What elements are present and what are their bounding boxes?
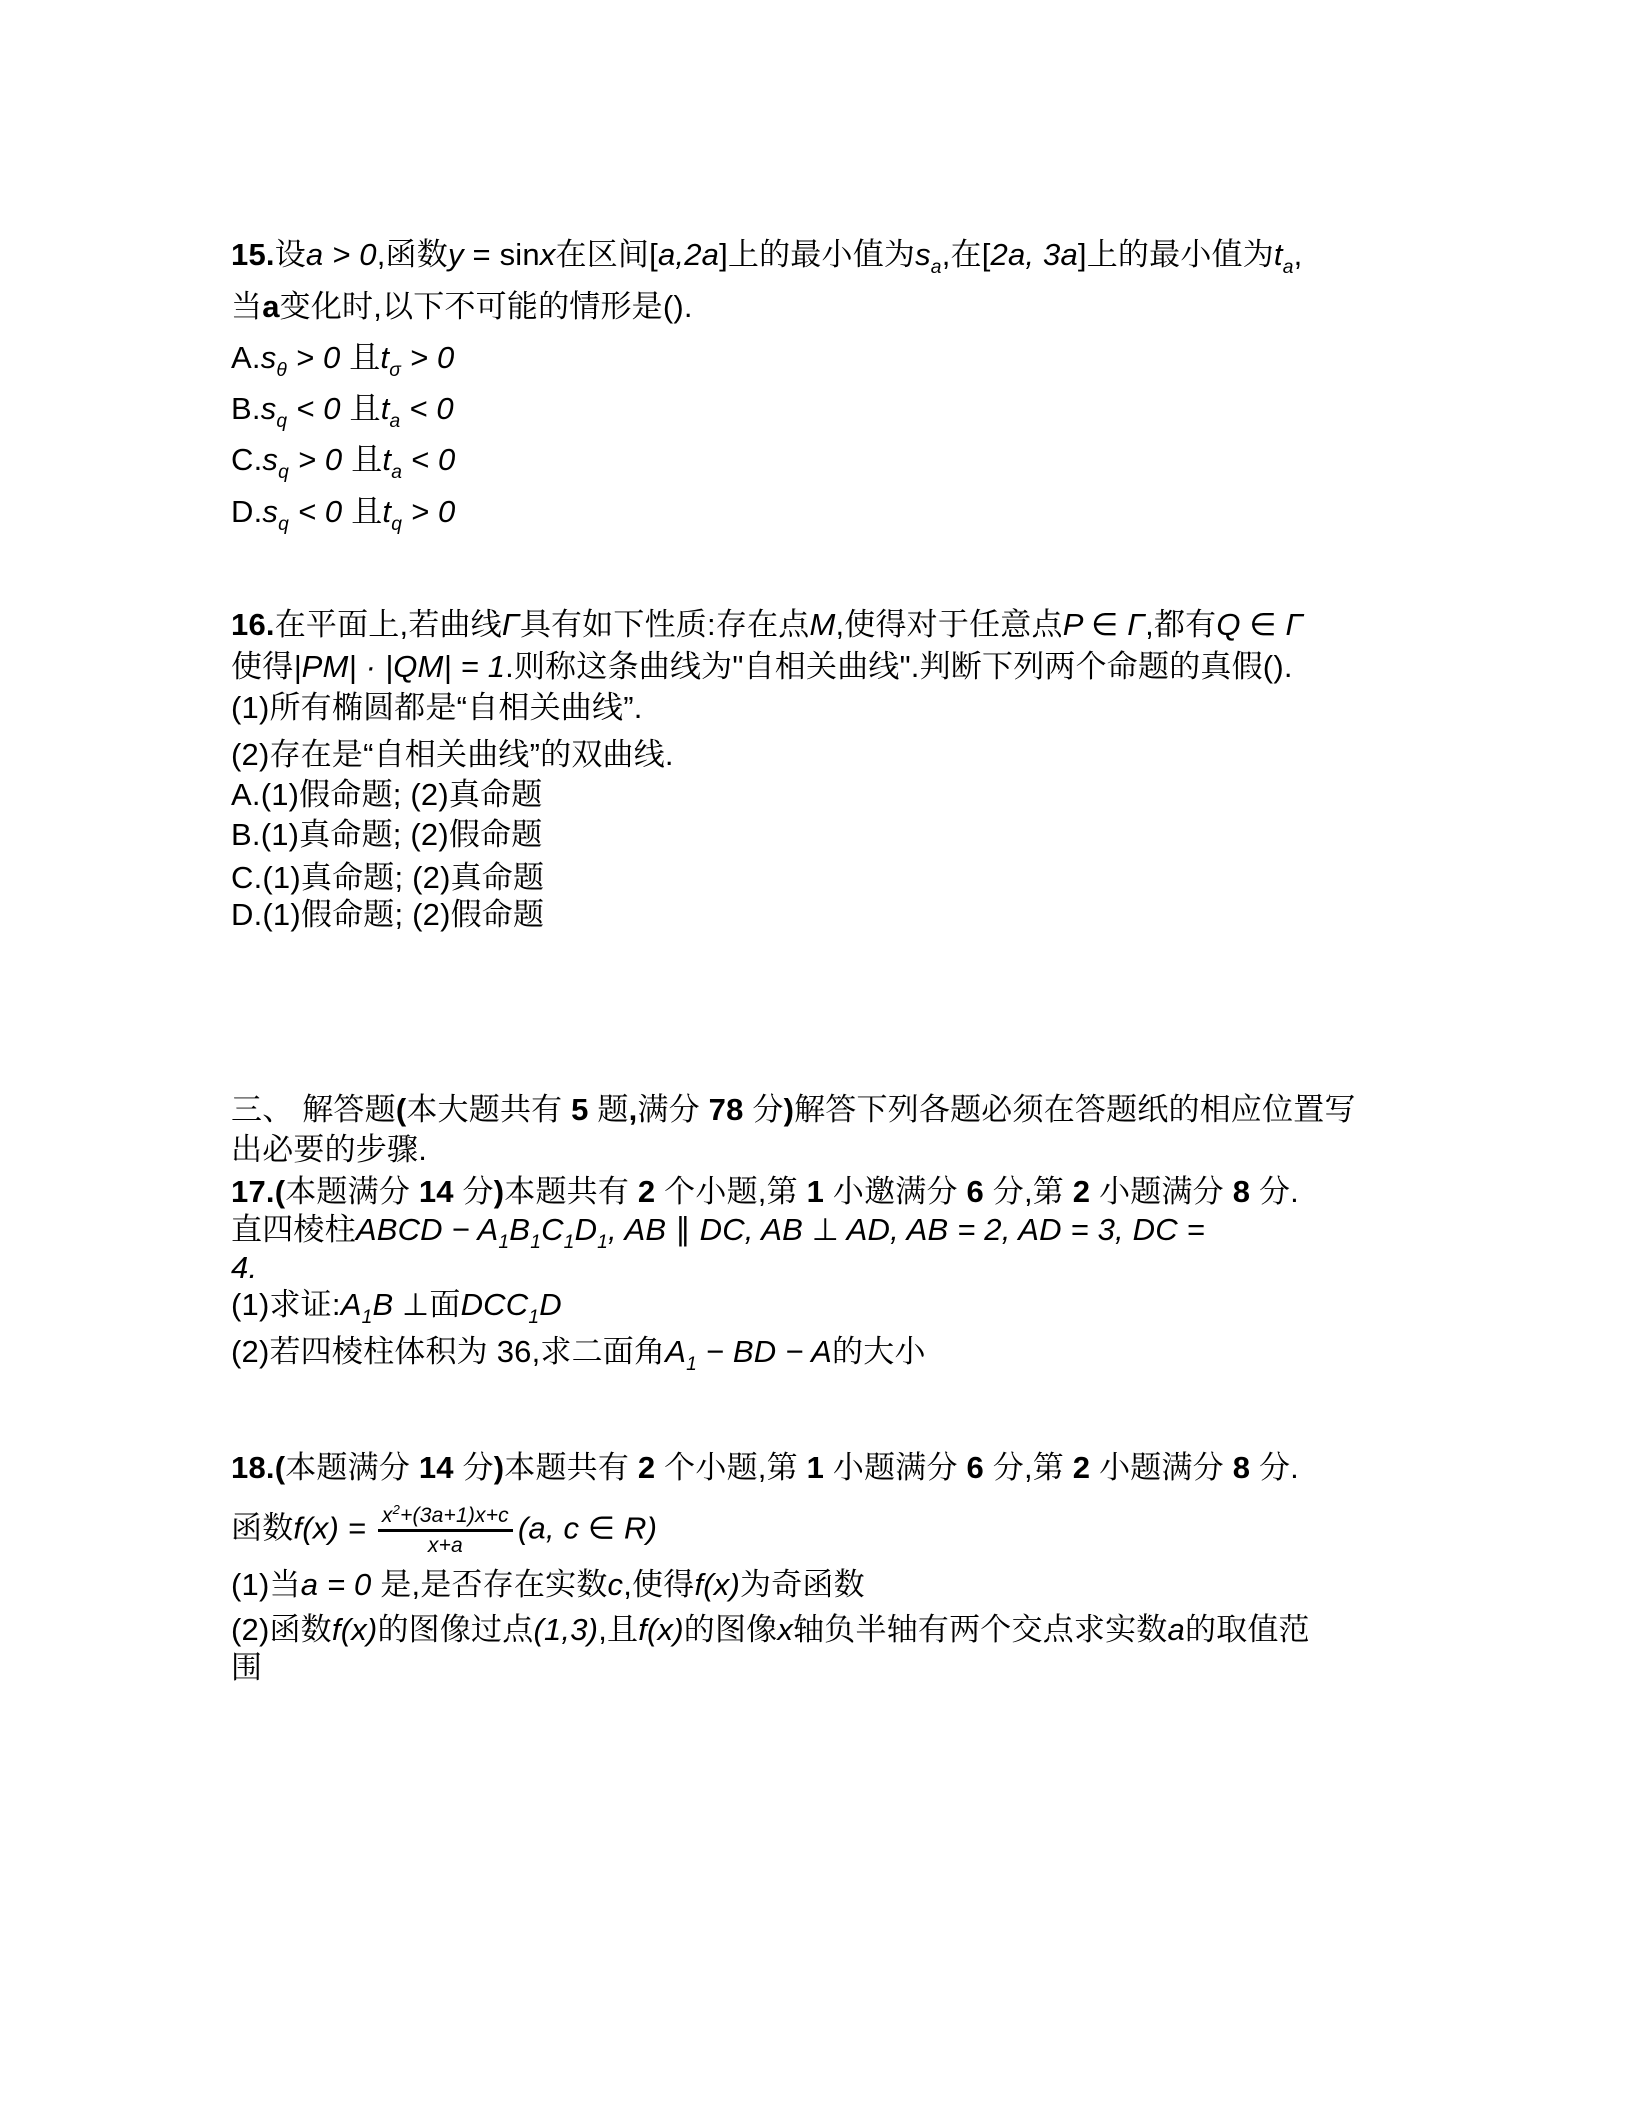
q16-statement-1 — [231, 687, 643, 729]
q16-stem-line-1 — [231, 604, 1303, 646]
text-run: (2)存在是“自相关曲线”的双曲线. — [231, 737, 674, 772]
text-run: 分,第 — [983, 1174, 1073, 1209]
q17-part-2 — [231, 1331, 926, 1386]
text-run: 使得 — [231, 649, 294, 684]
text-run: (1)当 — [231, 1567, 301, 1602]
text-run: < 0 — [289, 494, 352, 529]
text-run: ,使得 — [623, 1567, 695, 1602]
text-run: A — [665, 1334, 687, 1369]
text-run: a — [930, 257, 942, 279]
text-run: 17.( — [231, 1174, 286, 1209]
text-run: 2 — [637, 1450, 656, 1485]
text-run: (2)函数 — [231, 1612, 332, 1647]
text-run: > 0 — [287, 340, 350, 375]
text-run: 解答下列各题必须在答题纸的相应位置写 — [794, 1092, 1356, 1127]
q16-option-b — [231, 814, 543, 856]
text-run: Q ∈ Γ — [1216, 607, 1304, 642]
text-run: ABCD − A — [355, 1212, 499, 1247]
q15-option-a — [231, 337, 454, 392]
text-run: 14 — [418, 1450, 454, 1485]
q18-part-2-line-2 — [231, 1647, 262, 1689]
text-run: D.(1)假命题; (2)假命题 — [231, 897, 545, 932]
text-run: > 0 — [401, 340, 455, 375]
text-run: ,在[ — [941, 237, 991, 272]
q16-stem-line-2 — [231, 646, 1293, 688]
text-run: f(x) = — [293, 1510, 375, 1546]
text-run: 满分 — [637, 1092, 709, 1127]
text-run: 本大题共有 — [406, 1092, 572, 1127]
text-run: 2 — [637, 1174, 656, 1209]
text-run: s — [260, 340, 277, 375]
fraction-denominator — [378, 1532, 513, 1559]
text-run: , — [628, 1092, 638, 1127]
text-run: D. — [231, 494, 263, 529]
text-run: 且 — [351, 494, 383, 529]
text-run: 分 — [453, 1174, 494, 1209]
text-run: 面 — [429, 1287, 461, 1322]
text-run: 本题满分 — [285, 1174, 419, 1209]
text-run: 个小题,第 — [655, 1174, 807, 1209]
text-run: a — [262, 289, 280, 324]
text-run: (a, c ∈ R) — [517, 1510, 658, 1546]
text-run: 在区间[ — [555, 237, 658, 272]
text-run: 1 — [530, 1232, 542, 1254]
text-run: (1)所有椭圆都是“自相关曲线”. — [231, 690, 643, 725]
text-run: |PM| · |QM| = 1 — [293, 649, 506, 684]
text-run: θ — [276, 360, 288, 382]
text-run: (2)若四棱柱体积为 36,求二面角 — [231, 1334, 666, 1369]
text-run: .则称这条曲线为"自相关曲线".判断下列两个命题的真假(). — [505, 649, 1293, 684]
fraction-numerator — [378, 1496, 513, 1529]
text-run: 设 — [274, 237, 306, 272]
text-run: f(x) — [694, 1567, 741, 1602]
text-run: = sin — [463, 237, 540, 272]
text-run: ,函数 — [376, 237, 448, 272]
text-run: 的大小 — [832, 1334, 926, 1369]
text-run: 6 — [966, 1450, 984, 1485]
text-run: 分. — [1250, 1450, 1299, 1485]
text-run: 的图像过点 — [377, 1612, 534, 1647]
text-run: ) — [493, 1174, 505, 1209]
text-run: ,都有 — [1145, 607, 1217, 642]
text-run: < 0 — [400, 391, 454, 426]
text-run: 分. — [1250, 1174, 1299, 1209]
text-run: a — [389, 411, 401, 433]
text-run: 当 — [231, 289, 263, 324]
text-run: 函数 — [231, 1510, 294, 1546]
text-run: 1 — [563, 1232, 575, 1254]
text-run: Γ — [501, 607, 520, 642]
text-run: ]上的最小值为 — [719, 237, 916, 272]
text-run: q — [278, 462, 289, 484]
text-run: q — [391, 514, 403, 536]
text-run: s — [262, 442, 279, 477]
text-run: 个小题,第 — [655, 1450, 807, 1485]
text-run: 变化时,以下不可能的情形是(). — [279, 289, 693, 324]
q17-stem-line-1 — [231, 1209, 1205, 1264]
text-run: f(x) — [331, 1612, 378, 1647]
q15-option-c — [231, 439, 455, 494]
text-run: 2 — [392, 1502, 401, 1517]
text-run: c — [607, 1567, 624, 1602]
text-run: 小题满分 — [824, 1450, 967, 1485]
q15-stem-line-1 — [231, 234, 1302, 289]
text-run: 小题满分 — [1090, 1450, 1233, 1485]
text-run: A — [340, 1287, 362, 1322]
q16-option-d — [231, 894, 544, 936]
text-run: s — [262, 494, 279, 529]
text-run: s — [915, 237, 931, 272]
text-run: B ⊥ — [372, 1287, 430, 1322]
text-run: 1 — [806, 1450, 825, 1485]
text-run: 围 — [231, 1650, 263, 1685]
text-run: M — [809, 607, 836, 642]
text-run: t — [1273, 237, 1283, 272]
q18-part-1 — [231, 1564, 865, 1606]
text-run: 5 — [571, 1092, 589, 1127]
text-run: t — [382, 494, 392, 529]
text-run: 的图像 — [683, 1612, 778, 1647]
text-run: < 0 — [402, 442, 456, 477]
text-run: 2 — [1072, 1450, 1091, 1485]
text-run: 小邀满分 — [824, 1174, 967, 1209]
text-run: B.(1)真命题; (2)假命题 — [231, 817, 543, 852]
text-run: a — [391, 462, 403, 484]
text-run: D — [539, 1287, 562, 1322]
q18-function-line — [231, 1499, 657, 1562]
text-run: 2 — [1072, 1174, 1091, 1209]
text-run: , — [1293, 237, 1303, 272]
text-run: 1 — [686, 1354, 697, 1376]
q17-heading — [231, 1171, 1299, 1213]
text-run: q — [276, 411, 288, 433]
text-run: 为奇函数 — [740, 1567, 865, 1602]
text-run: B. — [231, 391, 261, 426]
text-run: 且 — [349, 340, 381, 375]
text-run: a = 0 — [300, 1567, 372, 1602]
text-run: x — [381, 1503, 393, 1527]
text-run: 是,是否存在实数 — [371, 1567, 608, 1602]
text-run: 题 — [588, 1092, 629, 1127]
text-run: t — [380, 340, 390, 375]
text-run: 三、 解答题 — [231, 1092, 396, 1127]
q16-option-c — [231, 857, 544, 899]
text-run: 6 — [966, 1174, 984, 1209]
text-run: 本题共有 — [504, 1450, 638, 1485]
text-run: B — [509, 1212, 531, 1247]
text-run: 且 — [349, 391, 381, 426]
text-run: +(3a+1)x+c — [400, 1503, 509, 1527]
text-run: 2a, 3a — [990, 237, 1078, 272]
text-run: (1)求证: — [231, 1287, 341, 1322]
q16-statement-2 — [231, 734, 674, 776]
text-run: 78 — [708, 1092, 744, 1127]
text-run: 直四棱柱 — [231, 1212, 356, 1247]
text-run: 小题满分 — [1090, 1174, 1233, 1209]
text-run: 分 — [453, 1450, 494, 1485]
text-run: < 0 — [287, 391, 350, 426]
text-run: A.(1)假命题; (2)真命题 — [231, 777, 543, 812]
text-run: > 0 — [402, 494, 456, 529]
text-run: 的取值范 — [1184, 1612, 1310, 1647]
text-run: P ∈ Γ — [1062, 607, 1146, 642]
text-run: σ — [389, 360, 402, 382]
text-run: a > 0 — [305, 237, 377, 272]
text-run: ]上的最小值为 — [1077, 237, 1274, 272]
text-run: a — [1282, 257, 1294, 279]
text-run: 1 — [361, 1307, 373, 1329]
text-run: 1 — [528, 1307, 540, 1329]
q15-option-d — [231, 491, 455, 546]
section-3-heading-line-2 — [231, 1129, 427, 1171]
text-run: > 0 — [289, 442, 352, 477]
text-run: 出必要的步骤. — [231, 1132, 428, 1167]
text-run: D — [574, 1212, 598, 1247]
text-run: 1 — [597, 1232, 609, 1254]
text-run: ( — [395, 1092, 407, 1127]
text-run: , AB ∥ DC, AB ⊥ AD, AB = 2, AD = 3, DC = — [608, 1212, 1205, 1247]
text-run: y — [447, 237, 464, 272]
text-run: 18.( — [231, 1450, 286, 1485]
text-run: q — [278, 514, 289, 536]
text-run: C.(1)真命题; (2)真命题 — [231, 860, 545, 895]
q15-option-b — [231, 388, 454, 443]
text-run: 分 — [743, 1092, 784, 1127]
text-run: t — [382, 442, 392, 477]
text-run: (1,3) — [533, 1612, 599, 1647]
text-run: ) — [783, 1092, 795, 1127]
text-run: x — [777, 1612, 794, 1647]
text-run: A. — [231, 340, 261, 375]
text-run: 15. — [231, 237, 275, 272]
text-run: 且 — [351, 442, 383, 477]
text-run: 具有如下性质:存在点 — [519, 607, 810, 642]
text-run: 16. — [231, 607, 275, 642]
text-run: x — [539, 237, 556, 272]
text-run: ,使得对于任意点 — [835, 607, 1063, 642]
fraction — [378, 1496, 513, 1559]
text-run: ,且 — [598, 1612, 639, 1647]
text-run: t — [380, 391, 390, 426]
q18-part-2-line-1 — [231, 1609, 1310, 1651]
text-run: 8 — [1232, 1174, 1251, 1209]
text-run: C — [541, 1212, 564, 1247]
q16-option-a — [231, 774, 543, 816]
text-run: 1 — [806, 1174, 825, 1209]
text-run: 本题满分 — [285, 1450, 419, 1485]
text-run: C. — [231, 442, 263, 477]
text-run: 轴负半轴有两个交点求实数 — [793, 1612, 1168, 1647]
q18-heading — [231, 1447, 1299, 1489]
text-run: 14 — [418, 1174, 454, 1209]
q17-stem-line-2 — [231, 1247, 257, 1289]
text-run: x+a — [427, 1533, 463, 1557]
text-run: 4. — [231, 1250, 258, 1285]
text-run: 在平面上,若曲线 — [274, 607, 502, 642]
text-run: a — [1167, 1612, 1185, 1647]
text-run: − BD − A — [696, 1334, 833, 1369]
text-run: 1 — [498, 1232, 510, 1254]
text-run: 本题共有 — [504, 1174, 638, 1209]
text-run: ) — [493, 1450, 505, 1485]
text-run: s — [260, 391, 277, 426]
text-run: 8 — [1232, 1450, 1251, 1485]
section-3-heading-line-1 — [231, 1089, 1356, 1131]
text-run: a,2a — [657, 237, 720, 272]
text-run: f(x) — [638, 1612, 684, 1647]
text-run: 分,第 — [983, 1450, 1073, 1485]
text-run: DCC — [460, 1287, 529, 1322]
q15-stem-line-2 — [231, 286, 693, 328]
